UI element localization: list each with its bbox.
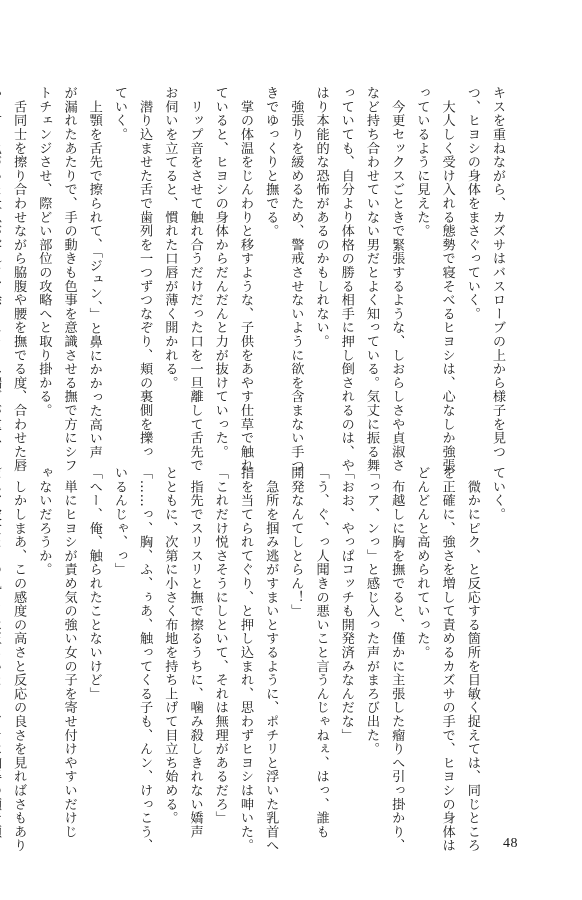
text-line: 大人しく受け入れる態勢で寝そべるヒヨシは、心なしか強張 [439, 86, 455, 473]
text-line: ていく。 [490, 466, 505, 522]
text-line: 舌同士を擦り合わせながら脇腹や腰を撫でる度、合わせた唇 [11, 86, 27, 473]
text-line: ていると、ヒヨシの身体からだんだんと力が抜けていった。 [212, 86, 228, 459]
text-line: 「おお、やっぱコッチも開発済みなんだな」 [338, 466, 354, 742]
text-line: 「へー、俺、触られたことないけど」 [86, 466, 102, 701]
text-line: 掌の体温をじんわりと移すような、子供をあやす仕草で触れ [237, 86, 253, 473]
text-line: お伺いを立てると、慣れた口唇が薄く開かれる。 [162, 86, 178, 390]
text-line: とともに、次第に小さく布地を持ち上げて目立ち始める。 [162, 466, 178, 825]
lower-text-block [11, 466, 510, 853]
text-line: っているように見えた。 [414, 86, 430, 238]
text-line: を正確に、強さを増して責めるカズサの手で、ヒヨシの身体は [439, 466, 455, 853]
text-line: 上顎を舌先で擦られて、「ジュン、」と鼻にかかった高い声 [86, 86, 102, 460]
text-line: っていても、自分より体格の勝る相手に押し倒されるのは、や [338, 86, 354, 473]
text-line: 「っア、ンっ」と感じ入った声がまろび出た。 [363, 466, 379, 756]
text-line: 開発なんてしとらん！」 [288, 466, 304, 618]
text-line: いるんじゃ、っ」 [111, 466, 127, 577]
text-line: リップ音をさせて触れ合うだけだった口を一旦離して舌先で [187, 86, 203, 473]
text-line: キスを重ねながら、カズサはバスローブの上から様子を見つ [490, 86, 505, 459]
text-line [0, 86, 6, 450]
text-line: 急所を掴み逃がすまいとするように、ポチリと浮いた乳首へ [263, 466, 279, 853]
text-line [0, 466, 6, 830]
upper-text-block [11, 86, 510, 473]
text-line: 「う、ぐ、っ人聞きの悪いこと言うんじゃねぇ、はっ、誰も [313, 466, 329, 839]
text-line: ゃないだろうか。 [36, 466, 52, 577]
text-line: 「これだけ悦さそうにしといて、それは無理があるだろ」 [212, 466, 228, 825]
text-line: 「……っ、胸、ふ、ぅあ、触ってくる子も、んン、けっこう、 [137, 466, 153, 853]
text-line: しかしまあ、この感度の高さと反応の良さを見ればさもあり [11, 466, 27, 853]
text-line: 微かにピク、と反応する箇所を目敏く捉えては、同じところ [464, 466, 480, 853]
text-line: ていく。 [111, 86, 127, 142]
text-line: 指を当てられてぐり、と押し込まれ、思わずヒヨシは呻いた。 [237, 466, 253, 853]
text-line: 今更セックスごときで緊張するような、しおらしさや貞淑さ [389, 86, 405, 473]
text-line: はり本能的な恐怖があるのかもしれない。 [313, 86, 329, 349]
text-line: が漏れたあたりで、手の動きも色事を意識させる撫で方にシフ [61, 86, 77, 473]
text-line: どんどんと高められていった。 [414, 466, 430, 660]
text-line: トチェンジさせ、際どい部位の攻略へと取り掛かる。 [36, 86, 52, 418]
text-line: 潜り込ませた舌で歯列を一つずつなぞり、頬の裏側を擽っ [137, 86, 153, 459]
text-line: 指先でスリスリと撫で擦るうちに、噛み殺しきれない嬌声 [187, 466, 203, 839]
text-line: など持ち合わせていない男だとよく知っている。気丈に振る舞 [363, 86, 379, 473]
text-line: きでゆっくりと撫でる。 [263, 86, 279, 238]
text-line: 強張りを緩めるため、警戒させないように欲を含まない手つ [288, 86, 304, 473]
text-line: つ、ヒヨシの身体をまさぐっていく。 [464, 86, 480, 321]
page-number: 48 [503, 836, 518, 851]
text-line: 布越しに胸を撫でると、僅かに主張した瘤りへ引っ掛かり、 [389, 466, 405, 853]
text-line: 単にヒヨシが責め気の強い女の子を寄せ付けやすいだけじ [61, 466, 77, 839]
